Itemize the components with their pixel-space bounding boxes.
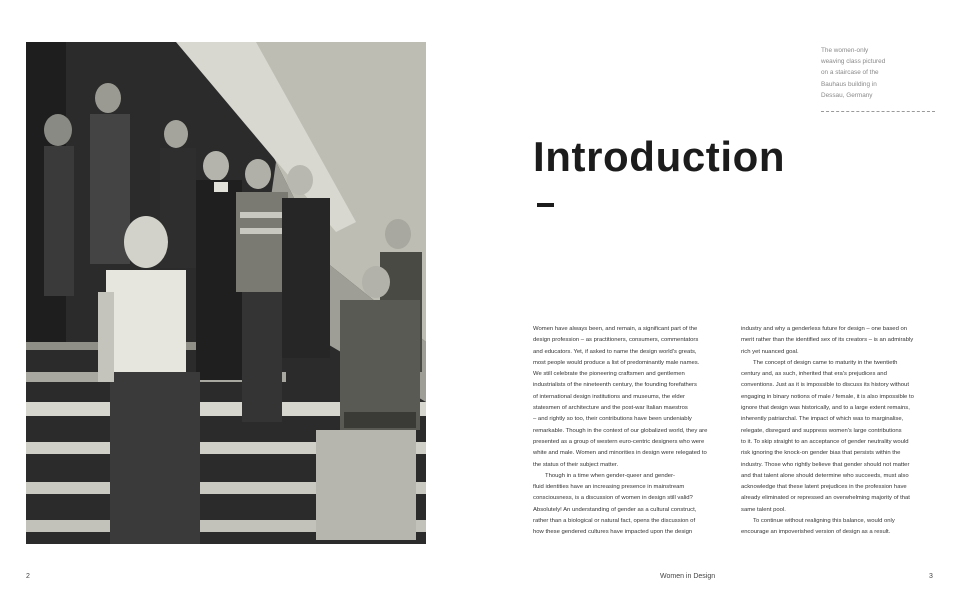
body-line: Absolutely! An understanding of gender as a cultural construct, (533, 506, 697, 513)
body-column-2 (741, 324, 937, 539)
caption-divider (821, 111, 935, 112)
right-page-number: 3 (929, 573, 933, 580)
staircase-photo-illustration (26, 42, 426, 544)
body-line: white and male. Women and minorities in design were relegated to (533, 450, 707, 457)
left-page-number: 2 (26, 573, 30, 580)
title-dash-mark (537, 203, 554, 207)
body-line: same talent pool. (741, 506, 786, 513)
body-line: how these gendered cultures have impacted upon the design (533, 529, 693, 536)
body-line: rich yet nuanced goal. (741, 348, 799, 355)
body-line: industry. Those who rightly believe that gender should not matter (741, 461, 910, 468)
body-line: inherently patriarchal. The impact of which was to marginalise, (741, 416, 904, 423)
body-line: industrialists of the nineteenth century, the founding forefathers (533, 382, 697, 389)
body-line: and that talent alone should determine who succeeds, must also (741, 472, 909, 479)
body-line: The concept of design came to maturity in the twentieth (753, 359, 898, 366)
staircase-photo (26, 42, 426, 544)
body-line: industry and why a genderless future for design – one based on (741, 326, 908, 332)
caption-line: Dessau, Germany (821, 91, 873, 99)
body-column-1 (533, 324, 731, 539)
body-line: Though in a time when gender-queer and gender- (545, 472, 676, 479)
body-line: merit rather than the identified sex of its creators – is an admirably (741, 337, 914, 344)
caption-line: The women-only (821, 47, 869, 54)
body-line: consciousness, is a discussion of women in design still valid? (533, 495, 693, 502)
body-line: statesmen of architecture and the post-war Italian maestros (533, 405, 688, 412)
body-line: To continue without realigning this balance, would only (753, 518, 895, 525)
body-line: conventions. Just as it is impossible to discuss its history without (741, 382, 909, 389)
photo-caption (821, 45, 936, 101)
body-line: already eliminated or repressed an overwhelming majority of that (741, 495, 910, 502)
body-line: and educators. Yet, if asked to name the design world's greats, (533, 348, 697, 355)
body-line: rather than a biological or natural fact, opens the discussion of (533, 518, 696, 525)
body-line: ignore that design was historically, and to a large extent remains, (741, 405, 910, 412)
body-line: risk ignoring the knock-on gender bias that persists within the (741, 450, 901, 457)
body-line: most people would produce a list of predominantly male names. (533, 359, 700, 366)
body-line: presented as a group of western euro-centric designers who were (533, 438, 705, 445)
body-line: design profession – as practitioners, consumers, commentators (533, 337, 699, 344)
body-line: fluid identities have an increasing presence in mainstream (533, 484, 685, 491)
body-line: encourage an impoverished version of design as a result. (741, 529, 891, 536)
body-line: century and, as such, inherited that era's prejudices and (741, 371, 887, 378)
caption-line: weaving class pictured (821, 58, 886, 66)
chapter-title: Introduction (533, 133, 786, 180)
body-line: acknowledge that these latent prejudices in the profession have (741, 484, 907, 491)
body-line: – and rightly so too, their contributions have been undeniably (533, 416, 692, 423)
body-line: of international design institutions and museums, the elder (533, 393, 685, 400)
body-line: relegate, disregard and suppress women's large contributions (741, 427, 902, 434)
body-line: Women have always been, and remain, a significant part of the (533, 326, 698, 332)
body-line: engaging in binary notions of male / female, it is also impossible to (741, 393, 914, 400)
body-line: to it. To skip straight to an acceptance of gender neutrality would (741, 438, 909, 445)
running-title: Women in Design (660, 573, 716, 580)
caption-line: on a staircase of the (821, 69, 879, 77)
body-line: remarkable. Though in the context of our globalized world, they are (533, 427, 708, 434)
body-line: We still celebrate the pioneering craftsmen and gentlemen (533, 371, 685, 378)
body-line: the status of their subject matter. (533, 461, 619, 468)
caption-line: Bauhaus building in (821, 80, 877, 88)
